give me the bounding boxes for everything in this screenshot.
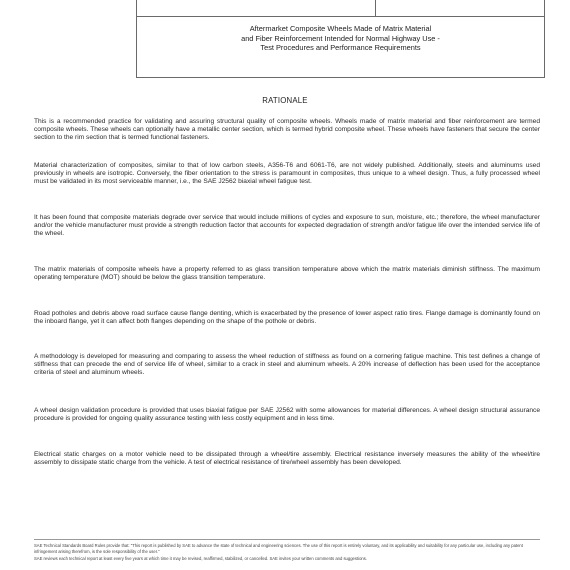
footer-line-1: SAE Technical Standards Board Rules provide that: "This report is published by SAE to advance the state of technical and engineering sciences. The use of this report is entirely voluntary, and its applicability and suitability for any particular use, including any patent infringement arising therefrom, is the sole responsibility of the user." [34, 543, 523, 554]
document-title [137, 24, 544, 53]
paragraph-8: Electrical static charges on a motor vehicle need to be dissipated through a wheel/tire assembly. Electrical resistance inversely measures the ability of the wheel/tire assembly to dissipate static charge from the vehicle. A test of electrical resistance of tire/wheel assembly has been developed. [34, 451, 540, 467]
paragraph-6: A methodology is developed for measuring and comparing to assess the wheel reduction of stiffness as found on a cornering fatigue machine. This test defines a change of stiffness that can precede the end of service life of wheel, similar to a crack in steel and aluminum wheels. A 20% increase of deflection has been used for the acceptance criteria of steel and aluminum wheels. [34, 353, 540, 377]
title-line-2: and Fiber Reinforcement Intended for Normal Highway Use - [241, 33, 440, 43]
paragraph-7: A wheel design validation procedure is provided that uses biaxial fatigue per SAE J2562 with some allowances for material differences. A wheel design structural assurance procedure is provided for ongoing quality assurance testing with less costly equipment and in less time. [34, 407, 540, 423]
paragraph-5: Road potholes and debris above road surface cause flange denting, which is exacerbated by the presence of lower aspect ratio tires. Flange damage is dominantly found on the inboard flange, yet it can affect both flanges depending on the shape of the pothole or debris. [34, 310, 540, 326]
header-cell-divider [375, 0, 376, 16]
footer-line-2: SAE reviews each technical report at least every five years at which time it may be revised, reaffirmed, stabilized, or cancelled. SAE invites your written comments and suggestions. [34, 556, 367, 561]
paragraph-2: Material characterization of composites, similar to that of low carbon steels, A356-T6 and 6061-T6, are not widely published. Additionally, steels and aluminums used previously in wheels are isotropic. Conversely, the fiber orientation to the stress is paramount in composites, thus unique to a wheel design. Thus, a fully processed wheel must be validated in its most serviceable manner, i.e., the SAE J2562 biaxial wheel fatigue test. [34, 162, 540, 186]
title-line-1: Aftermarket Composite Wheels Made of Matrix Material [249, 24, 432, 33]
document-header-box [136, 0, 545, 78]
paragraph-1: This is a recommended practice for validating and assuring structural quality of composite wheels. Wheels made of matrix material and fiber reinforcement are termed composite wheels. These wheels can optionally have a metallic center section, which is termed hybrid composite wheel. These wheels have fasteners that secure the center section to the rim section that is termed functional fasteners. [34, 118, 540, 142]
header-top-cells [137, 0, 544, 17]
section-heading-rationale: RATIONALE [262, 96, 308, 105]
footer-rule [34, 539, 540, 540]
title-line-3: Test Procedures and Performance Requirements [260, 43, 421, 53]
paragraph-3: It has been found that composite materials degrade over service that would include millions of cycles and exposure to sun, moisture, etc.; therefore, the wheel manufacturer and/or the vehicle manufacturer must provide a strength reduction factor that accounts for expected degradation of strength and/or fatigue life over the intended service life of the wheel. [34, 214, 540, 238]
paragraph-4: The matrix materials of composite wheels have a property referred to as glass transition temperature above which the matrix materials diminish stiffness. The maximum operating temperature (MOT) should be below the glass transition temperature. [34, 266, 540, 282]
